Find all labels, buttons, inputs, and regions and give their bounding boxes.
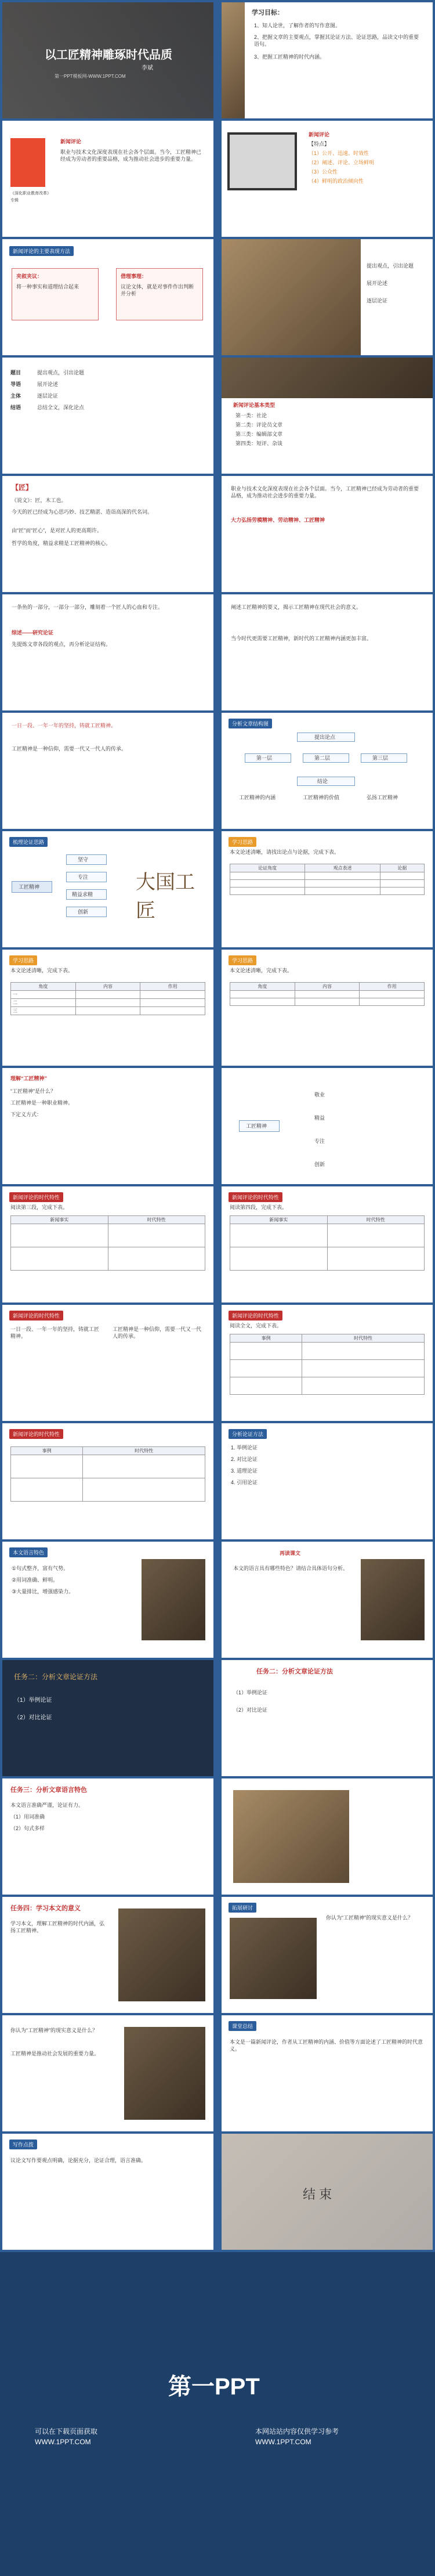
analysis-step-2: 工匠精神的价值 (303, 795, 340, 800)
task1-section: 综述——研究论证 (12, 630, 54, 636)
table5-note: 阅读全文，完成下表。 (230, 1323, 282, 1329)
media-heading: 新闻评论基本类型 (233, 402, 276, 408)
table-row (11, 1247, 205, 1271)
intro-highlight: 大力弘扬劳模精神、劳动精神、工匠精神 (231, 517, 325, 523)
table-row (230, 1224, 425, 1247)
media-item-1: 第一类：社论 (235, 413, 267, 418)
structure-item-2: 导语 (10, 381, 21, 387)
table-row (230, 887, 425, 895)
task2-item-1: （1）举例论证 (14, 1697, 52, 1704)
table5b: 事例 时代特性 (10, 1446, 205, 1502)
task2-right-item-2: （2）对比论证 (233, 1707, 268, 1713)
table1-heading: 学习思路 (229, 837, 256, 847)
mindmap-node-1: 坚守 (78, 857, 89, 863)
diagram2-node-1: 敬业 (314, 1092, 325, 1098)
slide-intro (222, 476, 433, 592)
method-left-text: 将一种事实和道理结合起来 (16, 284, 79, 290)
table-row (230, 991, 425, 998)
method-right-text: 议论文体，就是对事件作出判断并分析 (121, 284, 194, 297)
diagram2-center: 工匠精神 (246, 1123, 267, 1129)
footer-left-2[interactable]: WWW.1PPT.COM (35, 2438, 91, 2446)
slide-extend2 (2, 2015, 213, 2131)
writing-text: 议论文写作要观点明确，论据充分，论证合理，语言准确。 (10, 2158, 147, 2163)
news-review-text: 职业与技术文化深度表现在社会各个层面。当今，工匠精神已经成为劳动者的重要品格，成为推动社会进步的重要力量。 (60, 149, 202, 162)
goals-item-3: 3、把握工匠精神的时代内涵。 (254, 54, 325, 60)
slide-summary (222, 2015, 433, 2131)
slide-table5 (222, 1305, 433, 1421)
slide-task-lang (222, 1542, 433, 1658)
slide-news-review (2, 121, 213, 237)
argument-line-1: 1. 举例论证 (231, 1445, 258, 1451)
task2-left-heading: 任务二：分析文章论证方法 (14, 1673, 98, 1681)
feature-1: （1）公开、迅速、时效性 (309, 150, 369, 156)
slide-task2 (222, 1660, 433, 1776)
word-line-2: 今天的匠已经成为心思巧妙、技艺精湛、造诣高深的代名词。 (12, 509, 153, 515)
slide-methods (2, 239, 213, 355)
feature-4: （4）鲜明的政治倾向性 (309, 178, 364, 184)
mindmap-node-4: 创新 (78, 909, 89, 915)
slide-table2b (222, 950, 433, 1066)
analysis-box-5-label: 结论 (317, 778, 328, 784)
table2b-heading: 学习思路 (229, 955, 256, 965)
features-label: 【特点】 (309, 141, 330, 147)
slide-task1b (222, 594, 433, 710)
slide-structure (2, 358, 213, 474)
footer (0, 2252, 435, 2576)
argument-line-2: 2. 对比论证 (231, 1456, 258, 1462)
table1-note: 本文论述清晰，请找出论点与论据，完成下表。 (230, 849, 340, 855)
writing-heading: 写作点拨 (9, 2140, 37, 2149)
mindmap-node-3: 精益求精 (72, 892, 93, 897)
structure-item-1-text: 提出观点，引出论题 (37, 370, 85, 376)
analysis-box-2-label: 第一层 (256, 755, 273, 761)
slide-word (2, 476, 213, 592)
footer-logo: 第一PPT (168, 2374, 260, 2400)
table-row (11, 1478, 205, 1502)
table4-note: 阅读第四段，完成下表。 (230, 1204, 288, 1210)
lang-image (142, 1559, 205, 1640)
laptop-image (227, 132, 297, 190)
slide-media-types (222, 358, 433, 474)
poem2-left: 一日一段、一年一年的坚持，铸就工匠精神。 (10, 1326, 100, 1339)
features-heading: 新闻评论 (309, 132, 330, 138)
task3-note: 本文语言准确严谨，论证有力。 (10, 1802, 84, 1808)
slide-task4 (2, 1897, 213, 2013)
extend2-question: 你认为“工匠精神”的现实意义是什么？ (10, 2027, 97, 2033)
mindmap-node-2: 专注 (78, 874, 89, 880)
table-row: 一 (11, 991, 205, 999)
slide-end (222, 2134, 433, 2250)
slide-task1 (2, 594, 213, 710)
task-lang-text: 本文的语言具有哪些特色？请结合具体语句分析。 (233, 1565, 349, 1571)
slide-task-table3 (2, 1186, 213, 1303)
goals-side-image (222, 2, 245, 118)
media-item-3: 第三类：编辑部文章 (235, 431, 283, 437)
intro-text: 职业与技术文化深度表现在社会各个层面。当今，工匠精神已经成为劳动者的重要品格，成为推动社会进步的重要力量。 (231, 486, 419, 499)
table-row (11, 1455, 205, 1478)
table-row (230, 880, 425, 887)
goals-item-1: 1、知人论世，了解作者的写作意图。 (254, 23, 341, 28)
table2b: 角度 内容 作用 (230, 982, 425, 1006)
task2-right-item-1: （1）举例论证 (233, 1690, 268, 1695)
task1-summary: 先提炼文章各段的观点，再分析论证结构。 (12, 641, 111, 647)
table-row: 二 (11, 999, 205, 1007)
diagram2-node-4: 创新 (314, 1161, 325, 1167)
slide-table5b (2, 1423, 213, 1539)
mindmap-center: 工匠精神 (19, 884, 40, 890)
task3-heading: 任务三：分析文章语言特色 (10, 1787, 87, 1794)
diagram2-node-2: 精益 (314, 1115, 325, 1121)
slide-structure-image (222, 239, 433, 355)
task4-heading: 任务四：学习本文的意义 (10, 1905, 81, 1912)
structure-item-4: 结语 (10, 405, 21, 410)
task-lang-image (361, 1559, 425, 1640)
lang-heading: 本文语言特色 (9, 1547, 48, 1557)
expand-question: 你认为“工匠精神”的现实意义是什么？ (326, 1915, 413, 1921)
structure-line-3: 逐层论证 (367, 298, 388, 304)
task1b-left: 阐述工匠精神的要义，揭示工匠精神在现代社会的意义。 (231, 604, 362, 610)
table5-heading: 新闻评论的时代特性 (229, 1311, 282, 1321)
slide-features (222, 121, 433, 237)
expand-heading: 拓展研讨 (229, 1903, 256, 1913)
analysis2-line-1: “工匠精神”是什么？ (10, 1088, 56, 1094)
table1-col-3: 论据 (380, 864, 424, 872)
task3-image (233, 1790, 349, 1883)
word-heading: 【匠】 (12, 484, 33, 492)
lang-line-3: ③大量排比，增强感染力。 (12, 1589, 74, 1594)
slide-poem (2, 713, 213, 829)
task2-heading: 任务二：分析文章论证方法 (256, 1668, 333, 1675)
poem-left: 一日一段、一年一年的坚持，铸就工匠精神。 (12, 723, 117, 728)
table1-col-2: 观点表述 (305, 864, 380, 872)
structure-image (222, 239, 361, 355)
table2 (10, 982, 205, 1015)
task-lang-heading: 再读课文 (280, 1550, 301, 1556)
analysis-step-1: 工匠精神的内涵 (239, 795, 276, 800)
table-row (230, 1377, 425, 1395)
slide-task2-left (2, 1660, 213, 1776)
table2-col-1: 角度 (11, 983, 76, 991)
table-row: 三 (11, 1007, 205, 1015)
structure-line-2: 展开论述 (367, 280, 388, 286)
task3-line-2: （2）句式多样 (10, 1825, 45, 1831)
task3-line-1: （1）用词准确 (10, 1814, 45, 1820)
task1-left-text: 一条鱼的一部分，一部分一部分，雕刻着一个匠人的心血和专注。 (12, 604, 164, 610)
book-label: 《深化职业教育改革》专辑 (10, 192, 51, 203)
summary-heading: 课堂总结 (229, 2021, 256, 2031)
slide-diagram2 (222, 1068, 433, 1184)
word-line-3: 由“匠”而“匠心”，是对匠人的更高期许。 (12, 528, 102, 533)
expand-image (230, 1918, 317, 1999)
task4-image (118, 1908, 205, 2001)
table3-note: 阅读第三段，完成下表。 (10, 1204, 68, 1210)
slide-goals (222, 2, 433, 118)
media-item-4: 第四类：短评、杂谈 (235, 441, 283, 446)
mindmap-calligraphy: 大国工匠 (136, 871, 195, 922)
table5: 事例 时代特性 (230, 1334, 425, 1395)
analysis2-line-3: 下定义方式： (10, 1112, 42, 1117)
feature-2: （2）阐述、评论、立场鲜明 (309, 160, 375, 165)
structure-item-2-text: 展开论述 (37, 381, 59, 387)
analysis2-heading: 理解“工匠精神” (10, 1076, 48, 1081)
table2b-note: 本文论述清晰，完成下表。 (230, 968, 293, 973)
slide-task3 (2, 1778, 213, 1895)
table2-note: 本文论述清晰，完成下表。 (10, 968, 74, 973)
footer-right-2[interactable]: WWW.1PPT.COM (255, 2438, 311, 2446)
table3-heading: 新闻评论的时代特性 (9, 1192, 63, 1202)
structure-line-1: 提出观点，引出论题 (367, 263, 414, 269)
footer-right-1: 本网站站内容仅供学习参考 (255, 2427, 339, 2436)
goals-heading: 学习目标： (252, 9, 284, 16)
analysis-box-4-label: 第三层 (372, 755, 389, 761)
table-row (230, 1247, 425, 1271)
structure-item-3: 主体 (10, 393, 21, 399)
analysis-heading: 分析文章结构图 (229, 719, 272, 728)
goals-item-2: 2、把握文章的主要观点，掌握其论证方法、论证思路，品读文中的重要语句。 (254, 34, 419, 47)
slide-task-table4 (222, 1186, 433, 1303)
argument-line-4: 4. 引用论证 (231, 1480, 258, 1485)
table4-heading: 新闻评论的时代特性 (229, 1192, 282, 1202)
slide-cover (2, 2, 213, 118)
table-row (230, 998, 425, 1006)
method-left-title: 夹叙夹议： (16, 273, 43, 279)
cover-site: 第一PPT模板网-WWW.1PPT.COM (55, 74, 126, 79)
analysis-box-3-label: 第二层 (314, 755, 331, 761)
slide-writing (2, 2134, 213, 2250)
cover-title: 以工匠精神雕琢时代品质 (45, 49, 172, 62)
table4: 新闻事实 时代特性 (230, 1215, 425, 1271)
table-row (230, 1343, 425, 1360)
word-line-4: 哲学的角度，精益求精是工匠精神的核心。 (12, 540, 111, 546)
slide-lang (2, 1542, 213, 1658)
method-right-title: 借理事理： (121, 273, 147, 279)
media-item-2: 第二类：评论员文章 (235, 422, 283, 428)
task1b-right: 当今时代更需要工匠精神，新时代的工匠精神内涵更加丰富。 (231, 636, 372, 641)
task2-item-2: （2）对比论证 (14, 1715, 52, 1721)
slide-expand (222, 1897, 433, 2013)
table5b-heading: 新闻评论的时代特性 (9, 1429, 63, 1439)
footer-left-1[interactable]: 可以在下载页面获取 (35, 2427, 98, 2436)
news-review-heading: 新闻评论 (60, 139, 82, 145)
table1 (230, 864, 425, 895)
cover-subtitle: 李斌 (142, 65, 153, 71)
table3: 新闻事实 时代特性 (10, 1215, 205, 1271)
slide-analysis2 (2, 1068, 213, 1184)
analysis-box-1-label: 提出论点 (314, 734, 336, 740)
slide-argument (222, 1423, 433, 1539)
poem-heading: 新闻评论的时代特性 (9, 1311, 63, 1321)
slide-task3-image (222, 1778, 433, 1895)
table-row (230, 1360, 425, 1377)
slide-poem2 (2, 1305, 213, 1421)
mindmap-heading: 梳理论证思路 (9, 837, 48, 847)
media-image (222, 358, 433, 398)
analysis2-line-2: 工匠精神是一种职业精神。 (10, 1100, 74, 1106)
lang-line-1: ①句式整齐，富有气势。 (12, 1565, 69, 1571)
argument-heading: 分析论证方法 (229, 1429, 267, 1439)
word-line-1: 《说文》：匠，木工也。 (12, 497, 67, 503)
structure-item-3-text: 逐层论证 (37, 393, 59, 399)
lang-line-2: ②用词准确、鲜明。 (12, 1577, 59, 1583)
slide-mindmap (2, 831, 213, 947)
table2-heading: 学习思路 (9, 955, 37, 965)
methods-heading: 新闻评论的主要表现方法 (9, 246, 74, 256)
slide-table1 (222, 831, 433, 947)
feature-3: （3）公众性 (309, 169, 338, 175)
table-row (230, 872, 425, 880)
slide-table2 (2, 950, 213, 1066)
end-text: 结 束 (303, 2187, 332, 2202)
summary-text: 本文是一篇新闻评论，作者从工匠精神的内涵、价值等方面论述了工匠精神的时代意义。 (230, 2039, 423, 2052)
task4-text: 学习本文，理解工匠精神的时代内涵，弘扬工匠精神。 (10, 1921, 105, 1933)
slide-analysis (222, 713, 433, 829)
diagram2-node-3: 专注 (314, 1138, 325, 1144)
book-cover (10, 138, 45, 187)
extend2-text: 工匠精神是推动社会发展的重要力量。 (10, 2051, 100, 2057)
argument-line-3: 3. 道理论证 (231, 1468, 258, 1474)
table2-col-3: 作用 (140, 983, 205, 991)
table2-col-2: 内容 (75, 983, 140, 991)
table1-col-1: 论证角度 (230, 864, 305, 872)
extend2-image (124, 2027, 205, 2120)
analysis-step-3: 弘扬工匠精神 (367, 795, 398, 800)
table-row (11, 1224, 205, 1247)
poem2-right: 工匠精神是一种信仰，需要一代又一代人的传承。 (113, 1326, 202, 1339)
structure-item-1: 题目 (10, 370, 21, 376)
structure-item-4-text: 总结全文，深化论点 (37, 405, 85, 410)
poem-right: 工匠精神是一种信仰，需要一代又一代人的传承。 (12, 746, 127, 752)
